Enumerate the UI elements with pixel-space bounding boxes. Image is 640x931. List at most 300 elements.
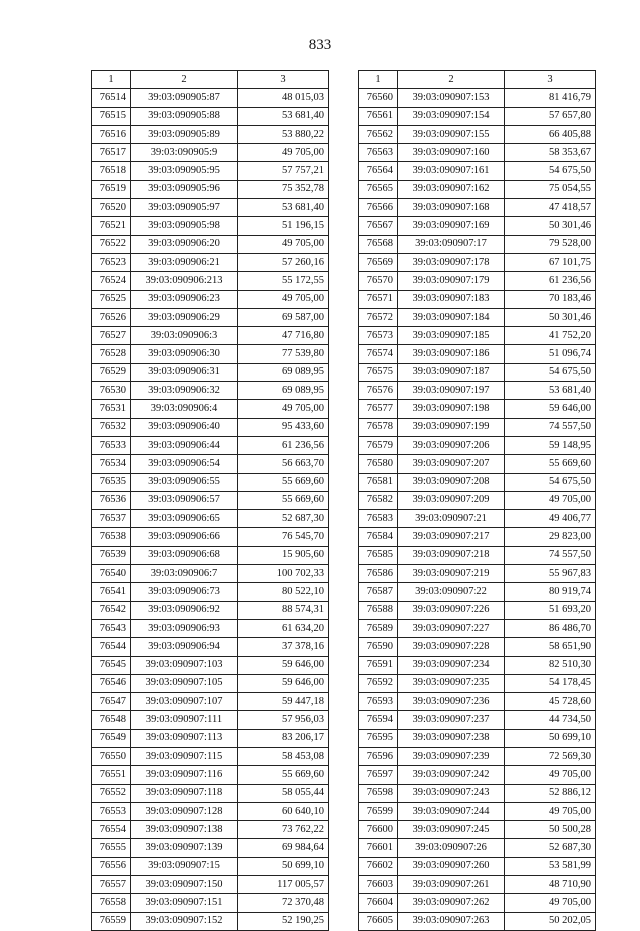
value-cell: 29 823,00 (505, 528, 596, 546)
cadastral-number-cell: 39:03:090906:93 (131, 619, 238, 637)
cadastral-number-cell: 39:03:090905:96 (131, 180, 238, 198)
table-row (92, 857, 329, 875)
cadastral-number-cell: 39:03:090907:152 (131, 912, 238, 930)
cadastral-number-cell: 39:03:090906:40 (131, 418, 238, 436)
table-row (359, 583, 596, 601)
column-header-1: 1 (359, 71, 398, 89)
row-number-cell: 76531 (92, 400, 131, 418)
cadastral-number-cell: 39:03:090906:29 (131, 308, 238, 326)
value-cell: 88 574,31 (238, 601, 329, 619)
value-cell: 55 669,60 (238, 766, 329, 784)
table-row (92, 473, 329, 491)
row-number-cell: 76524 (92, 272, 131, 290)
value-cell: 66 405,88 (505, 125, 596, 143)
cadastral-number-cell: 39:03:090907:169 (398, 217, 505, 235)
column-header-2: 2 (398, 71, 505, 89)
value-cell: 55 172,55 (238, 272, 329, 290)
value-cell: 81 416,79 (505, 89, 596, 107)
value-cell: 59 646,00 (238, 674, 329, 692)
row-number-cell: 76602 (359, 857, 398, 875)
cadastral-number-cell: 39:03:090907:154 (398, 107, 505, 125)
value-cell: 37 378,16 (238, 638, 329, 656)
row-number-cell: 76557 (92, 876, 131, 894)
value-cell: 67 101,75 (505, 253, 596, 271)
row-number-cell: 76581 (359, 473, 398, 491)
row-number-cell: 76559 (92, 912, 131, 930)
value-cell: 51 693,20 (505, 601, 596, 619)
row-number-cell: 76601 (359, 839, 398, 857)
table-row (359, 107, 596, 125)
cadastral-number-cell: 39:03:090907:244 (398, 802, 505, 820)
cadastral-number-cell: 39:03:090907:179 (398, 272, 505, 290)
row-number-cell: 76554 (92, 821, 131, 839)
table-row (92, 107, 329, 125)
table-row (359, 711, 596, 729)
row-number-cell: 76597 (359, 766, 398, 784)
row-number-cell: 76517 (92, 144, 131, 162)
value-cell: 52 886,12 (505, 784, 596, 802)
value-cell: 58 055,44 (238, 784, 329, 802)
row-number-cell: 76578 (359, 418, 398, 436)
row-number-cell: 76546 (92, 674, 131, 692)
row-number-cell: 76577 (359, 400, 398, 418)
table-row (359, 436, 596, 454)
cadastral-number-cell: 39:03:090907:217 (398, 528, 505, 546)
table-row (92, 510, 329, 528)
value-cell: 54 675,50 (505, 473, 596, 491)
value-cell: 56 663,70 (238, 455, 329, 473)
value-cell: 47 716,80 (238, 327, 329, 345)
row-number-cell: 76592 (359, 674, 398, 692)
cadastral-number-cell: 39:03:090907:206 (398, 436, 505, 454)
value-cell: 77 539,80 (238, 345, 329, 363)
table-row (359, 473, 596, 491)
cadastral-number-cell: 39:03:090905:88 (131, 107, 238, 125)
table-row (92, 546, 329, 564)
value-cell: 50 699,10 (238, 857, 329, 875)
table-row (92, 821, 329, 839)
table-row (92, 491, 329, 509)
table-row (92, 876, 329, 894)
value-cell: 51 096,74 (505, 345, 596, 363)
cadastral-number-cell: 39:03:090906:66 (131, 528, 238, 546)
value-cell: 100 702,33 (238, 565, 329, 583)
row-number-cell: 76551 (92, 766, 131, 784)
cadastral-number-cell: 39:03:090907:234 (398, 656, 505, 674)
value-cell: 52 687,30 (505, 839, 596, 857)
row-number-cell: 76565 (359, 180, 398, 198)
row-number-cell: 76590 (359, 638, 398, 656)
table-row (359, 418, 596, 436)
row-number-cell: 76564 (359, 162, 398, 180)
table-row (359, 235, 596, 253)
table-row (359, 912, 596, 930)
cadastral-number-cell: 39:03:090907:118 (131, 784, 238, 802)
value-cell: 55 669,60 (238, 473, 329, 491)
value-cell: 48 015,03 (238, 89, 329, 107)
cadastral-number-cell: 39:03:090906:68 (131, 546, 238, 564)
table-row (359, 876, 596, 894)
cadastral-number-cell: 39:03:090906:7 (131, 565, 238, 583)
value-cell: 47 418,57 (505, 199, 596, 217)
value-cell: 50 500,28 (505, 821, 596, 839)
cadastral-number-cell: 39:03:090907:243 (398, 784, 505, 802)
cadastral-number-cell: 39:03:090907:153 (398, 89, 505, 107)
cadastral-number-cell: 39:03:090906:94 (131, 638, 238, 656)
left-table (91, 70, 329, 931)
value-cell: 57 757,21 (238, 162, 329, 180)
cadastral-number-cell: 39:03:090907:185 (398, 327, 505, 345)
table-row (359, 89, 596, 107)
cadastral-number-cell: 39:03:090907:21 (398, 510, 505, 528)
cadastral-number-cell: 39:03:090907:168 (398, 199, 505, 217)
value-cell: 53 880,22 (238, 125, 329, 143)
value-cell: 58 453,08 (238, 747, 329, 765)
cadastral-number-cell: 39:03:090907:105 (131, 674, 238, 692)
left-table-header-row (92, 71, 329, 89)
cadastral-number-cell: 39:03:090907:238 (398, 729, 505, 747)
cadastral-number-cell: 39:03:090907:107 (131, 693, 238, 711)
value-cell: 52 687,30 (238, 510, 329, 528)
cadastral-number-cell: 39:03:090907:184 (398, 308, 505, 326)
row-number-cell: 76591 (359, 656, 398, 674)
row-number-cell: 76587 (359, 583, 398, 601)
row-number-cell: 76573 (359, 327, 398, 345)
cadastral-number-cell: 39:03:090907:178 (398, 253, 505, 271)
row-number-cell: 76540 (92, 565, 131, 583)
table-row (359, 510, 596, 528)
right-table-header-row (359, 71, 596, 89)
table-row (359, 382, 596, 400)
row-number-cell: 76605 (359, 912, 398, 930)
row-number-cell: 76568 (359, 235, 398, 253)
table-row (359, 180, 596, 198)
table-row (92, 528, 329, 546)
cadastral-number-cell: 39:03:090907:139 (131, 839, 238, 857)
table-row (92, 729, 329, 747)
cadastral-number-cell: 39:03:090907:115 (131, 747, 238, 765)
value-cell: 75 352,78 (238, 180, 329, 198)
value-cell: 57 657,80 (505, 107, 596, 125)
row-number-cell: 76584 (359, 528, 398, 546)
value-cell: 51 196,15 (238, 217, 329, 235)
row-number-cell: 76533 (92, 436, 131, 454)
value-cell: 83 206,17 (238, 729, 329, 747)
table-row (92, 235, 329, 253)
row-number-cell: 76548 (92, 711, 131, 729)
row-number-cell: 76595 (359, 729, 398, 747)
cadastral-number-cell: 39:03:090907:22 (398, 583, 505, 601)
value-cell: 49 705,00 (238, 235, 329, 253)
value-cell: 59 646,00 (238, 656, 329, 674)
row-number-cell: 76569 (359, 253, 398, 271)
value-cell: 53 681,40 (505, 382, 596, 400)
table-row (359, 601, 596, 619)
row-number-cell: 76596 (359, 747, 398, 765)
value-cell: 53 581,99 (505, 857, 596, 875)
value-cell: 57 956,03 (238, 711, 329, 729)
row-number-cell: 76583 (359, 510, 398, 528)
table-row (359, 766, 596, 784)
value-cell: 55 669,60 (505, 455, 596, 473)
cadastral-number-cell: 39:03:090907:207 (398, 455, 505, 473)
cadastral-number-cell: 39:03:090907:111 (131, 711, 238, 729)
table-row (359, 674, 596, 692)
cadastral-number-cell: 39:03:090907:219 (398, 565, 505, 583)
right-table (358, 70, 596, 931)
row-number-cell: 76598 (359, 784, 398, 802)
row-number-cell: 76555 (92, 839, 131, 857)
table-row (92, 802, 329, 820)
row-number-cell: 76593 (359, 693, 398, 711)
row-number-cell: 76544 (92, 638, 131, 656)
cadastral-number-cell: 39:03:090907:151 (131, 894, 238, 912)
table-row (359, 693, 596, 711)
value-cell: 41 752,20 (505, 327, 596, 345)
cadastral-number-cell: 39:03:090906:92 (131, 601, 238, 619)
value-cell: 53 681,40 (238, 199, 329, 217)
value-cell: 80 919,74 (505, 583, 596, 601)
value-cell: 50 202,05 (505, 912, 596, 930)
value-cell: 74 557,50 (505, 418, 596, 436)
value-cell: 50 699,10 (505, 729, 596, 747)
table-row (92, 363, 329, 381)
column-header-1: 1 (92, 71, 131, 89)
cadastral-number-cell: 39:03:090905:89 (131, 125, 238, 143)
cadastral-number-cell: 39:03:090906:65 (131, 510, 238, 528)
value-cell: 49 705,00 (238, 400, 329, 418)
table-row (92, 766, 329, 784)
row-number-cell: 76542 (92, 601, 131, 619)
row-number-cell: 76580 (359, 455, 398, 473)
value-cell: 74 557,50 (505, 546, 596, 564)
row-number-cell: 76530 (92, 382, 131, 400)
value-cell: 69 984,64 (238, 839, 329, 857)
table-row (92, 308, 329, 326)
table-row (92, 601, 329, 619)
cadastral-number-cell: 39:03:090906:44 (131, 436, 238, 454)
cadastral-number-cell: 39:03:090907:160 (398, 144, 505, 162)
cadastral-number-cell: 39:03:090906:4 (131, 400, 238, 418)
row-number-cell: 76552 (92, 784, 131, 802)
cadastral-number-cell: 39:03:090907:197 (398, 382, 505, 400)
row-number-cell: 76543 (92, 619, 131, 637)
value-cell: 50 301,46 (505, 308, 596, 326)
cadastral-number-cell: 39:03:090907:187 (398, 363, 505, 381)
table-row (359, 638, 596, 656)
row-number-cell: 76586 (359, 565, 398, 583)
cadastral-number-cell: 39:03:090907:260 (398, 857, 505, 875)
cadastral-number-cell: 39:03:090906:3 (131, 327, 238, 345)
value-cell: 53 681,40 (238, 107, 329, 125)
table-row (359, 327, 596, 345)
column-header-2: 2 (131, 71, 238, 89)
row-number-cell: 76574 (359, 345, 398, 363)
table-row (92, 180, 329, 198)
table-row (359, 784, 596, 802)
cadastral-number-cell: 39:03:090905:95 (131, 162, 238, 180)
value-cell: 49 705,00 (238, 290, 329, 308)
row-number-cell: 76604 (359, 894, 398, 912)
table-row (92, 290, 329, 308)
row-number-cell: 76522 (92, 235, 131, 253)
row-number-cell: 76600 (359, 821, 398, 839)
table-row (92, 784, 329, 802)
table-row (359, 528, 596, 546)
row-number-cell: 76566 (359, 199, 398, 217)
column-header-3: 3 (505, 71, 596, 89)
row-number-cell: 76527 (92, 327, 131, 345)
row-number-cell: 76556 (92, 857, 131, 875)
table-row (92, 162, 329, 180)
row-number-cell: 76549 (92, 729, 131, 747)
row-number-cell: 76519 (92, 180, 131, 198)
cadastral-number-cell: 39:03:090907:263 (398, 912, 505, 930)
table-row (359, 491, 596, 509)
value-cell: 61 236,56 (238, 436, 329, 454)
row-number-cell: 76536 (92, 491, 131, 509)
row-number-cell: 76563 (359, 144, 398, 162)
row-number-cell: 76514 (92, 89, 131, 107)
value-cell: 15 905,60 (238, 546, 329, 564)
table-row (92, 327, 329, 345)
value-cell: 76 545,70 (238, 528, 329, 546)
cadastral-number-cell: 39:03:090907:239 (398, 747, 505, 765)
value-cell: 82 510,30 (505, 656, 596, 674)
cadastral-number-cell: 39:03:090906:23 (131, 290, 238, 308)
cadastral-number-cell: 39:03:090906:21 (131, 253, 238, 271)
row-number-cell: 76541 (92, 583, 131, 601)
value-cell: 54 675,50 (505, 162, 596, 180)
row-number-cell: 76582 (359, 491, 398, 509)
table-row (92, 693, 329, 711)
value-cell: 61 634,20 (238, 619, 329, 637)
value-cell: 49 705,00 (505, 491, 596, 509)
cadastral-number-cell: 39:03:090907:237 (398, 711, 505, 729)
row-number-cell: 76545 (92, 656, 131, 674)
table-row (359, 546, 596, 564)
table-row (92, 638, 329, 656)
value-cell: 49 705,00 (505, 802, 596, 820)
value-cell: 86 486,70 (505, 619, 596, 637)
row-number-cell: 76518 (92, 162, 131, 180)
value-cell: 69 089,95 (238, 363, 329, 381)
table-row (92, 619, 329, 637)
table-row (359, 272, 596, 290)
table-row (92, 144, 329, 162)
cadastral-number-cell: 39:03:090907:183 (398, 290, 505, 308)
value-cell: 117 005,57 (238, 876, 329, 894)
row-number-cell: 76599 (359, 802, 398, 820)
table-row (359, 125, 596, 143)
cadastral-number-cell: 39:03:090907:245 (398, 821, 505, 839)
row-number-cell: 76532 (92, 418, 131, 436)
cadastral-number-cell: 39:03:090906:32 (131, 382, 238, 400)
row-number-cell: 76560 (359, 89, 398, 107)
cadastral-number-cell: 39:03:090907:261 (398, 876, 505, 894)
table-row (92, 656, 329, 674)
table-row (359, 363, 596, 381)
value-cell: 48 710,90 (505, 876, 596, 894)
table-row (359, 729, 596, 747)
table-row (359, 857, 596, 875)
cadastral-number-cell: 39:03:090907:235 (398, 674, 505, 692)
cadastral-number-cell: 39:03:090907:209 (398, 491, 505, 509)
row-number-cell: 76537 (92, 510, 131, 528)
table-row (359, 199, 596, 217)
table-row (92, 418, 329, 436)
table-row (359, 400, 596, 418)
value-cell: 57 260,16 (238, 253, 329, 271)
cadastral-number-cell: 39:03:090906:30 (131, 345, 238, 363)
table-row (359, 217, 596, 235)
table-row (92, 583, 329, 601)
cadastral-number-cell: 39:03:090907:199 (398, 418, 505, 436)
value-cell: 73 762,22 (238, 821, 329, 839)
cadastral-number-cell: 39:03:090907:103 (131, 656, 238, 674)
row-number-cell: 76523 (92, 253, 131, 271)
cadastral-number-cell: 39:03:090907:226 (398, 601, 505, 619)
value-cell: 80 522,10 (238, 583, 329, 601)
cadastral-number-cell: 39:03:090907:242 (398, 766, 505, 784)
cadastral-number-cell: 39:03:090907:113 (131, 729, 238, 747)
table-row (92, 217, 329, 235)
value-cell: 70 183,46 (505, 290, 596, 308)
table-row (92, 253, 329, 271)
table-row (92, 912, 329, 930)
row-number-cell: 76526 (92, 308, 131, 326)
row-number-cell: 76558 (92, 894, 131, 912)
value-cell: 69 089,95 (238, 382, 329, 400)
row-number-cell: 76572 (359, 308, 398, 326)
cadastral-number-cell: 39:03:090906:31 (131, 363, 238, 381)
table-row (359, 290, 596, 308)
cadastral-number-cell: 39:03:090907:227 (398, 619, 505, 637)
row-number-cell: 76571 (359, 290, 398, 308)
cadastral-number-cell: 39:03:090907:128 (131, 802, 238, 820)
table-row (359, 345, 596, 363)
value-cell: 69 587,00 (238, 308, 329, 326)
table-row (359, 455, 596, 473)
table-row (359, 144, 596, 162)
cadastral-number-cell: 39:03:090905:87 (131, 89, 238, 107)
cadastral-number-cell: 39:03:090905:9 (131, 144, 238, 162)
value-cell: 72 370,48 (238, 894, 329, 912)
value-cell: 59 447,18 (238, 693, 329, 711)
value-cell: 49 406,77 (505, 510, 596, 528)
table-row (359, 821, 596, 839)
row-number-cell: 76562 (359, 125, 398, 143)
table-row (359, 619, 596, 637)
cadastral-number-cell: 39:03:090907:150 (131, 876, 238, 894)
cadastral-number-cell: 39:03:090907:228 (398, 638, 505, 656)
cadastral-number-cell: 39:03:090906:57 (131, 491, 238, 509)
table-row (92, 272, 329, 290)
table-row (92, 839, 329, 857)
value-cell: 50 301,46 (505, 217, 596, 235)
row-number-cell: 76585 (359, 546, 398, 564)
cadastral-number-cell: 39:03:090906:55 (131, 473, 238, 491)
cadastral-number-cell: 39:03:090907:161 (398, 162, 505, 180)
cadastral-number-cell: 39:03:090907:155 (398, 125, 505, 143)
row-number-cell: 76547 (92, 693, 131, 711)
cadastral-number-cell: 39:03:090907:198 (398, 400, 505, 418)
value-cell: 45 728,60 (505, 693, 596, 711)
cadastral-number-cell: 39:03:090907:17 (398, 235, 505, 253)
table-row (92, 382, 329, 400)
cadastral-number-cell: 39:03:090907:116 (131, 766, 238, 784)
table-row (359, 656, 596, 674)
